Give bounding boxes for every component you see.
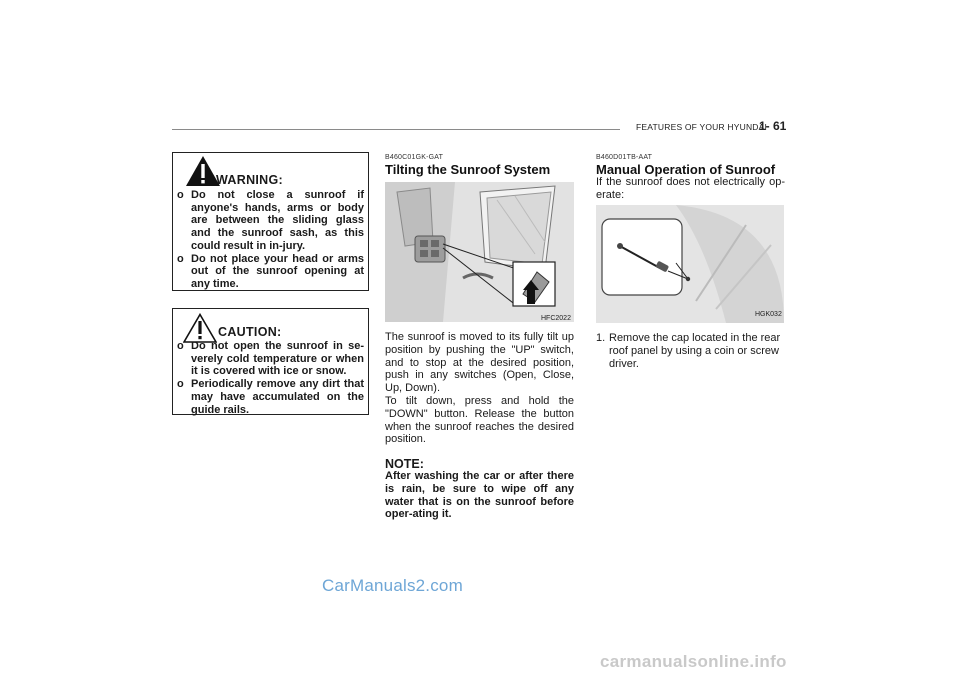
tilting-figure-label: HFC2022 xyxy=(541,315,571,322)
warning-list xyxy=(177,189,364,291)
step-item xyxy=(596,332,785,370)
caution-list xyxy=(177,340,364,416)
bullet: o xyxy=(177,252,184,265)
bullet: o xyxy=(177,378,184,391)
caution-item-text: Periodically remove any dirt that may have accumulated on the guide rails. xyxy=(191,378,364,416)
warning-item xyxy=(177,253,364,291)
page-number: 1- 61 xyxy=(759,119,787,133)
warning-item-text: Do not close a sunroof if anyone's hands, arms or body are between the sliding glass and the sunroof sash, as this could result in in-jury. xyxy=(191,189,364,252)
step-number: 1. xyxy=(596,332,606,344)
warning-item-text: Do not place your head or arms out of the sunroof opening at any time. xyxy=(191,252,364,290)
manual-steps xyxy=(596,332,785,370)
caution-box xyxy=(172,308,369,415)
watermark-link[interactable]: CarManuals2.com xyxy=(322,576,463,595)
sunroof-switch-photo xyxy=(385,182,574,322)
caution-title: CAUTION: xyxy=(218,325,282,339)
tilting-body: The sunroof is moved to its fully tilt up position by pushing the "UP" switch, and to stop at the desired position, push in any switches (Open, Close, Up, Down). To tilt down, press and hold the "DOWN" button. Release the button when the sunroof reaches the desired position. xyxy=(385,331,574,446)
caution-item xyxy=(177,378,364,416)
note-body: After washing the car or after there is rain, be sure to wipe off any water that is on the sunroof before oper-ating it. xyxy=(385,470,574,521)
step-text: Remove the cap located in the rear roof panel by using a coin or screw driver. xyxy=(609,332,781,370)
roof-panel-illustration xyxy=(596,205,784,323)
warning-item xyxy=(177,189,364,253)
note-title: NOTE: xyxy=(385,457,424,471)
tilting-heading: Tilting the Sunroof System xyxy=(385,162,551,177)
sunroof-switch-illustration xyxy=(385,182,574,322)
roof-panel-photo xyxy=(596,205,784,323)
warning-box xyxy=(172,152,369,291)
manual-heading: Manual Operation of Sunroof xyxy=(596,162,776,177)
manual-figure-label: HGK032 xyxy=(755,311,782,318)
manual-intro: If the sunroof does not electrically op-erate: xyxy=(596,176,785,201)
manual-code: B460D01TB-AAT xyxy=(596,154,653,161)
bullet: o xyxy=(177,189,184,201)
tilting-code: B460C01GK-GAT xyxy=(385,154,444,161)
section-title: FEATURES OF YOUR HYUNDAI xyxy=(636,122,768,132)
header-rule xyxy=(172,129,620,130)
warning-title: WARNING: xyxy=(216,173,283,187)
caution-triangle-icon xyxy=(183,313,217,343)
footer-site-link[interactable]: carmanualsonline.info xyxy=(600,652,787,671)
caution-item-text: Do not open the sunroof in se-verely cold temperature or when it is covered with ice or snow. xyxy=(191,340,364,378)
bullet: o xyxy=(177,340,184,352)
caution-item xyxy=(177,340,364,378)
